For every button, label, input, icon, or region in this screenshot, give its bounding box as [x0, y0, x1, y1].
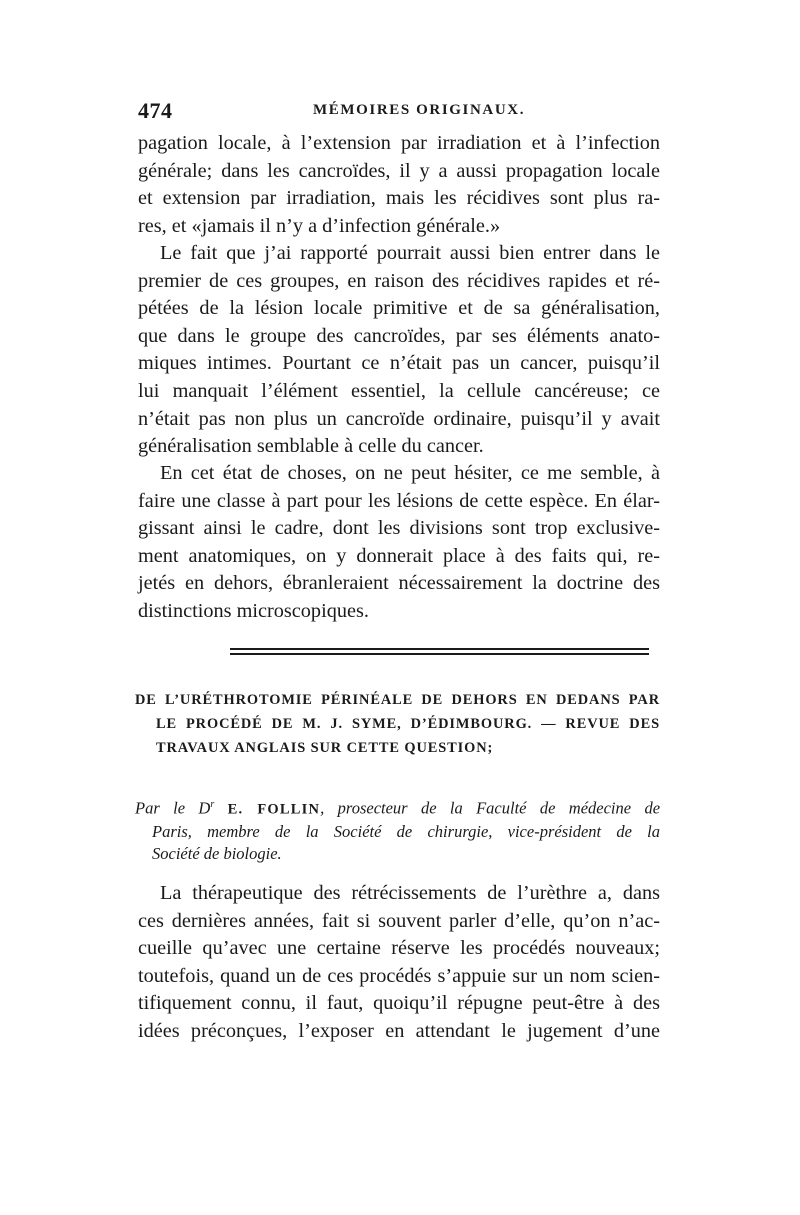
article-byline [135, 794, 660, 865]
text-line: jetés en dehors, ébranleraient nécessairement la doctrine des [138, 572, 660, 595]
text-line: pétées de la lésion locale primitive et de sa généralisation, [138, 297, 660, 320]
byline-rest: , prosecteur de la Faculté de médecine de [320, 798, 661, 818]
byline-line: Société de biologie. [152, 843, 282, 863]
byline-line: Paris, membre de la Société de chirurgie, vice-président de la [152, 821, 660, 841]
text-line: et extension par irradiation, mais les récidives sont plus ra- [138, 187, 660, 210]
text-line: générale; dans les cancroïdes, il y a aussi propagation locale [138, 159, 660, 182]
text-line: pagation locale, à l’extension par irradiation et à l’infection [138, 132, 660, 154]
article-title-line: DE L’URÉTHROTOMIE PÉRINÉALE DE DEHORS EN DEDANS PAR [135, 692, 660, 708]
running-title: MÉMOIRES ORIGINAUX. [313, 102, 526, 118]
text-line: n’était pas non plus un cancroïde ordinaire, puisqu’il y avait [138, 407, 660, 430]
doctor-abbrev: r [210, 799, 215, 810]
paragraph-le-fait [138, 240, 660, 461]
byline-line [135, 794, 660, 821]
text-line: res, et «jamais il n’y a d’infection générale.» [138, 214, 501, 237]
text-line: cueille qu’avec une certaine réserve les procédés nouveaux; [138, 937, 660, 960]
paragraph-continuation [138, 130, 660, 240]
text-line: miques intimes. Pourtant ce n’était pas un cancer, puisqu’il [138, 352, 660, 375]
text-line: tifiquement connu, il faut, quoiqu’il répugne peut-être à des [138, 992, 660, 1015]
article-title-line: LE PROCÉDÉ DE M. J. SYME, D’ÉDIMBOURG. — REVUE DES [156, 716, 660, 732]
page-number: 474 [138, 98, 173, 123]
author-name: E. FOLLIN [227, 801, 321, 818]
text-line: En cet état de choses, on ne peut hésiter, ce me semble, à [160, 462, 660, 484]
text-line: Le fait que j’ai rapporté pourrait aussi bien entrer dans le [160, 242, 660, 264]
text-line: premier de ces groupes, en raison des récidives rapides et ré- [138, 269, 660, 292]
text-line: toutefois, quand un de ces procédés s’appuie sur un nom scien- [138, 964, 660, 987]
text-line: lui manquait l’élément essentiel, la cellule cancéreuse; ce [138, 379, 660, 402]
paragraph-en-cet-etat [138, 460, 660, 626]
article-title [135, 688, 660, 760]
text-line: faire une classe à part pour les lésions de cette espèce. En élar- [138, 489, 660, 512]
text-line: généralisation semblable à celle du cancer. [138, 435, 484, 458]
article-title-line: TRAVAUX ANGLAIS SUR CETTE QUESTION; [156, 740, 494, 756]
text-line: La thérapeutique des rétrécissements de l’urèthre a, dans [160, 882, 660, 904]
page-header [138, 98, 660, 128]
separator-rule-bottom [230, 653, 649, 655]
text-line: que dans le groupe des cancroïdes, par ses éléments anato- [138, 324, 660, 347]
byline-prefix: Par le D [135, 798, 211, 818]
text-line: idées préconçues, l’exposer en attendant le jugement d’une [138, 1019, 660, 1042]
paragraph-la-therapeutique [138, 880, 660, 1046]
text-line: ces dernières années, fait si souvent parler d’elle, qu’on n’ac- [138, 909, 660, 932]
text-line: gissant ainsi le cadre, dont les divisions sont trop exclusive- [138, 517, 660, 540]
text-line: ment anatomiques, on y donnerait place à des faits qui, re- [138, 544, 660, 567]
text-line: distinctions microscopiques. [138, 599, 369, 622]
separator-rule-top [230, 648, 649, 650]
